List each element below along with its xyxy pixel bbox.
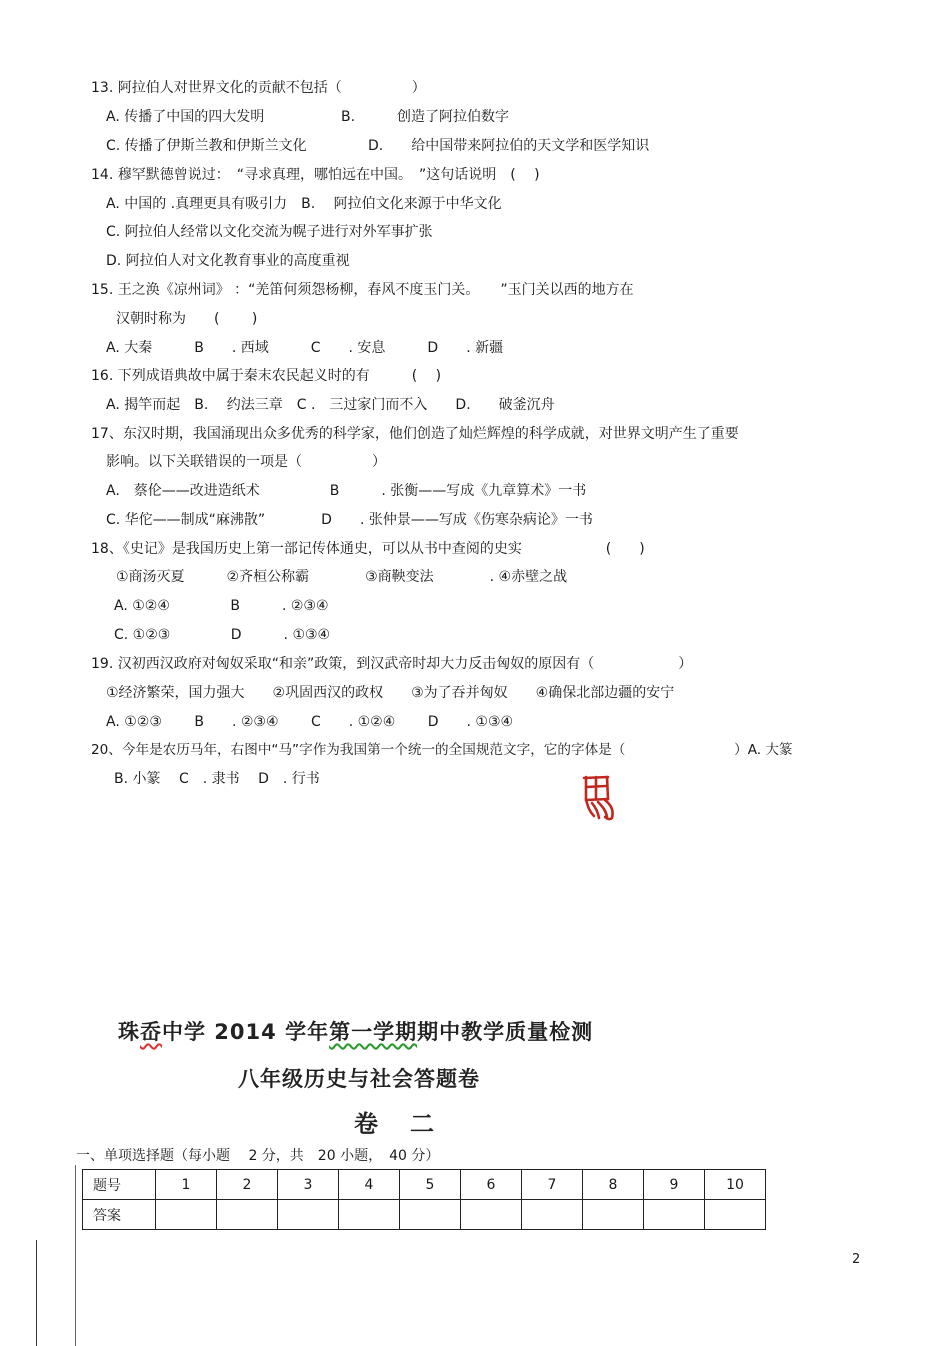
q13-option-d: D. 给中国带来阿拉伯的天文学和医学知识 <box>368 138 650 154</box>
q13-option-b: B. 创造了阿拉伯数字 <box>341 109 510 125</box>
question-number-cell: 3 <box>278 1170 339 1200</box>
answer-cell[interactable] <box>217 1200 278 1230</box>
question-number-cell: 7 <box>522 1170 583 1200</box>
q18-stem: 18、《史记》是我国历史上第一部记传体通史，可以从书中查阅的史实 ( ) <box>91 541 645 557</box>
seal-script-horse-image <box>578 772 618 822</box>
binding-margin-line <box>36 1240 37 1346</box>
q13-option-c: C. 传播了伊斯兰教和伊斯兰文化 <box>106 138 307 154</box>
answer-cell[interactable] <box>400 1200 461 1230</box>
q13-option-a: A. 传播了中国的四大发明 <box>106 109 265 125</box>
q14-stem: 14. 穆罕默德曾说过： “寻求真理，哪怕远在中国。 ”这句话说明 ( ) <box>91 167 540 183</box>
q14-option-d: D. 阿拉伯人对文化教育事业的高度重视 <box>106 253 350 269</box>
title-part-5: 期中教学质量检测 <box>417 1020 594 1044</box>
answer-cell[interactable] <box>705 1200 766 1230</box>
title-part-2: 岙 <box>140 1020 162 1044</box>
q14-options-ab: A. 中国的 .真理更具有吸引力 B. 阿拉伯文化来源于中华文化 <box>106 196 502 212</box>
q19-stem: 19. 汉初西汉政府对匈奴采取“和亲”政策，到汉武帝时却大力反击匈奴的原因有（ ） <box>91 656 693 672</box>
q17-options-cd: C. 华佗——制成“麻沸散” D . 张仲景——写成《伤寒杂病论》一书 <box>106 512 593 528</box>
answer-table <box>82 1169 766 1230</box>
q16-options: A. 揭竿而起 B. 约法三章 C . 三过家门而不入 D. 破釜沉舟 <box>106 397 555 413</box>
q13-stem: 13. 阿拉伯人对世界文化的贡献不包括（ ） <box>91 80 426 96</box>
question-number-cell: 9 <box>644 1170 705 1200</box>
answer-sheet-title <box>118 1016 593 1046</box>
answer-cell[interactable] <box>522 1200 583 1230</box>
question-number-cell: 2 <box>217 1170 278 1200</box>
question-number-cell: 8 <box>583 1170 644 1200</box>
answer-cell[interactable] <box>156 1200 217 1230</box>
q14-option-c: C. 阿拉伯人经常以文化交流为幌子进行对外军事扩张 <box>106 224 433 240</box>
q18-options-ab: A. ①②④ B . ②③④ <box>114 598 329 614</box>
q19-items: ①经济繁荣，国力强大 ②巩固西汉的政权 ③为了吞并匈奴 ④确保北部边疆的安宁 <box>106 685 675 701</box>
q18-items: ①商汤灭夏 ②齐桓公称霸 ③商鞅变法 . ④赤壁之战 <box>116 569 568 585</box>
title-part-3: 中学 2014 学年 <box>162 1020 330 1044</box>
question-number-cell: 10 <box>705 1170 766 1200</box>
q20-stem: 20、今年是农历马年，右图中“马”字作为我国第一个统一的全国规范文字，它的字体是（ ）A. 大篆 <box>91 742 793 758</box>
answer-cell[interactable] <box>461 1200 522 1230</box>
answer-sheet-subtitle: 八年级历史与社会答题卷 <box>238 1067 480 1091</box>
q16-stem: 16. 下列成语典故中属于秦末农民起义时的有 ( ) <box>91 368 442 384</box>
table-row-answers <box>83 1200 766 1230</box>
table-row-numbers <box>83 1170 766 1200</box>
row-header-answer: 答案 <box>83 1200 156 1230</box>
question-number-cell: 6 <box>461 1170 522 1200</box>
q18-options-cd: C. ①②③ D . ①③④ <box>114 627 331 643</box>
answer-cell[interactable] <box>339 1200 400 1230</box>
q17-options-ab: A. 蔡伦——改进造纸术 B . 张衡——写成《九章算术》一书 <box>106 483 587 499</box>
section-heading: 一、单项选择题（每小题 2 分，共 20 小题， 40 分） <box>76 1148 440 1164</box>
answer-cell[interactable] <box>644 1200 705 1230</box>
paper-two-title: 卷 二 <box>354 1110 438 1138</box>
q15-options: A. 大秦 B . 西域 C . 安息 D . 新疆 <box>106 340 504 356</box>
seal-horse-icon <box>578 772 618 822</box>
q17-stem: 17、东汉时期，我国涌现出众多优秀的科学家，他们创造了灿烂辉煌的科学成就，对世界文明产生了重要 <box>91 426 739 442</box>
answer-cell[interactable] <box>583 1200 644 1230</box>
q15-stem-cont: 汉朝时称为 ( ) <box>116 311 258 327</box>
margin-line <box>75 1165 76 1346</box>
q15-stem: 15. 王之涣《凉州词》 ：“羌笛何须怨杨柳，春风不度玉门关。 ”玉门关以西的地方在 <box>91 282 634 298</box>
row-header-number: 题号 <box>83 1170 156 1200</box>
answer-cell[interactable] <box>278 1200 339 1230</box>
q20-options: B. 小篆 C . 隶书 D . 行书 <box>114 771 320 787</box>
question-number-cell: 1 <box>156 1170 217 1200</box>
question-number-cell: 4 <box>339 1170 400 1200</box>
title-part-1: 珠 <box>118 1020 140 1044</box>
title-part-4: 第一学期 <box>329 1020 418 1044</box>
page-number: 2 <box>852 1252 861 1267</box>
q17-stem-cont: 影响。以下关联错误的一项是（ ） <box>106 454 386 470</box>
q19-options: A. ①②③ B . ②③④ C . ①②④ D . ①③④ <box>106 714 514 730</box>
question-number-cell: 5 <box>400 1170 461 1200</box>
